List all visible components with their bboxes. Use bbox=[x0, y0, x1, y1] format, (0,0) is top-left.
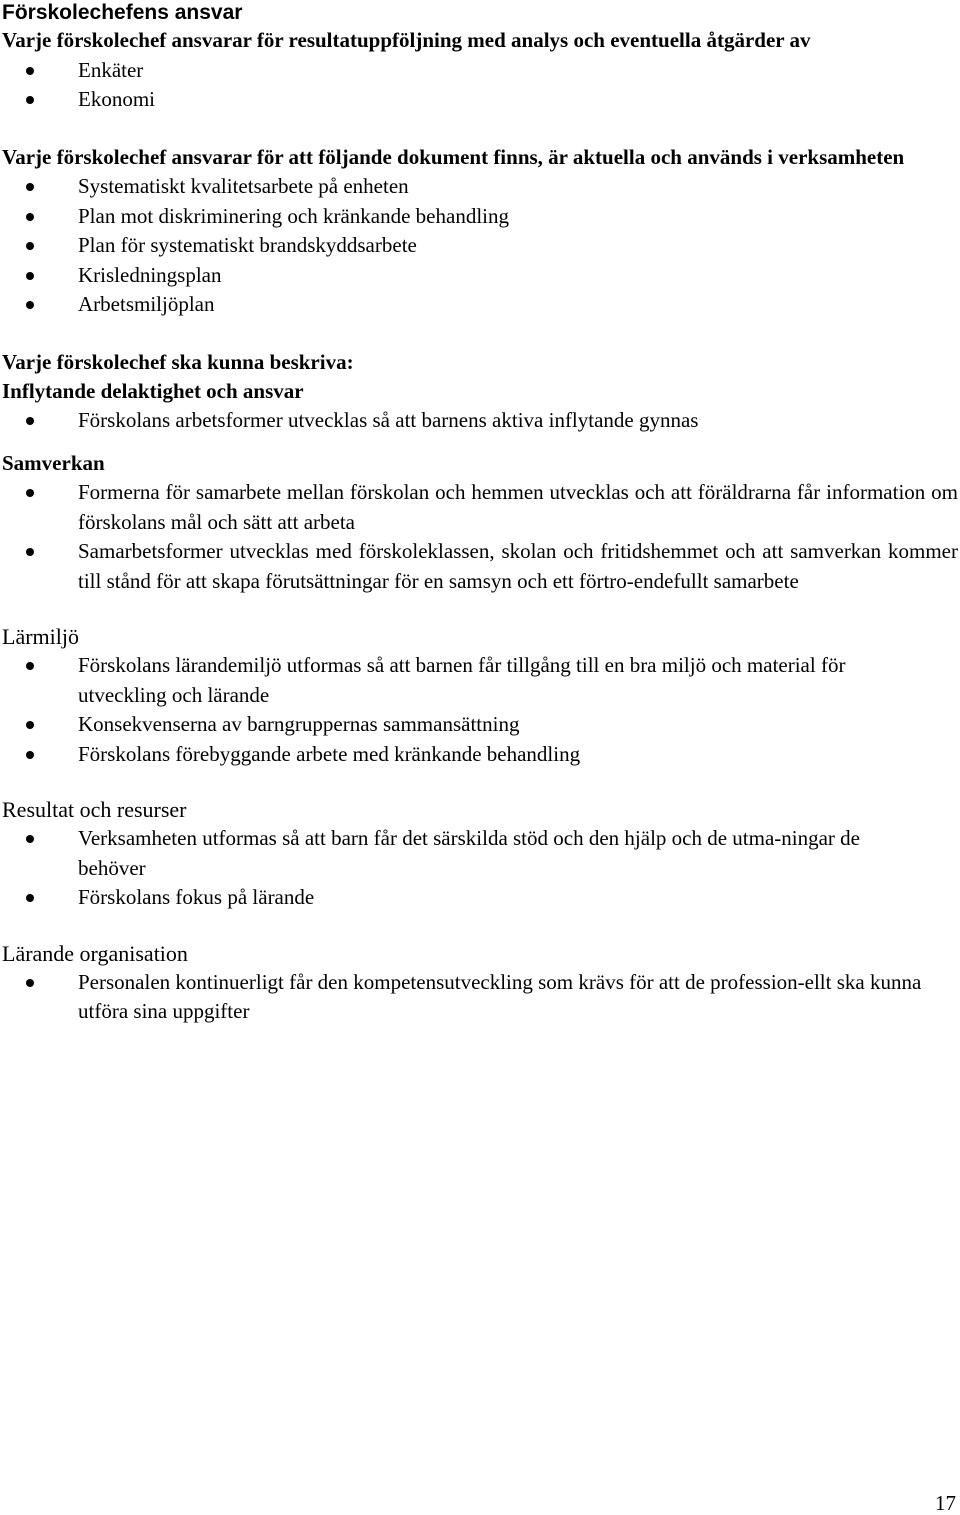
bullet-icon bbox=[26, 272, 34, 280]
bullet-icon bbox=[26, 489, 34, 497]
subsection-samverkan-list bbox=[2, 478, 958, 596]
list-item: Formerna för samarbete mellan förskolan och hemmen utvecklas och att föräldrarna får information om förskolans mål och sätt att arbeta bbox=[2, 478, 958, 537]
spacer bbox=[2, 320, 958, 348]
list-item: Förskolans arbetsformer utvecklas så att barnens aktiva inflytande gynnas bbox=[2, 406, 958, 436]
spacer bbox=[2, 913, 958, 939]
list-item: Ekonomi bbox=[2, 85, 958, 115]
subsection-inflytande-heading: Inflytande delaktighet och ansvar bbox=[2, 378, 304, 403]
list-item: Arbetsmiljöplan bbox=[2, 290, 958, 320]
list-item: Samarbetsformer utvecklas med förskoleklassen, skolan och fritidshemmet och att samverkan kommer till stånd för att skapa förutsättningar för en samsyn och ett förtro-endefullt samarbete bbox=[2, 537, 958, 596]
bullet-icon bbox=[26, 96, 34, 104]
list-item: Personalen kontinuerligt får den kompetensutveckling som krävs för att de profession-ellt ska kunna utföra sina uppgifter bbox=[2, 968, 958, 1027]
bullet-icon bbox=[26, 183, 34, 191]
spacer bbox=[2, 769, 958, 795]
bullet-icon bbox=[26, 979, 34, 987]
section-resultat-list bbox=[2, 824, 958, 913]
section-resultatuppfoljning-list bbox=[2, 56, 958, 115]
section-dokument-list bbox=[2, 172, 958, 320]
bullet-icon bbox=[26, 67, 34, 75]
page-number: 17 bbox=[935, 1491, 956, 1515]
bullet-icon bbox=[26, 242, 34, 250]
list-item: Förskolans lärandemiljö utformas så att barnen får tillgång till en bra miljö och material för utveckling och lärande bbox=[2, 651, 958, 710]
bullet-icon bbox=[26, 835, 34, 843]
bullet-icon bbox=[26, 721, 34, 729]
bullet-icon bbox=[26, 894, 34, 902]
bullet-icon bbox=[26, 751, 34, 759]
list-item: Förskolans fokus på lärande bbox=[2, 883, 958, 913]
list-item: Konsekvenserna av barngruppernas sammansättning bbox=[2, 710, 958, 740]
section-beskriva-heading: Varje förskolechef ska kunna beskriva: bbox=[2, 349, 354, 374]
document-page bbox=[2, 0, 958, 1027]
bullet-icon bbox=[26, 417, 34, 425]
section-resultat-heading: Resultat och resurser bbox=[2, 797, 187, 822]
page-title: Förskolechefens ansvar bbox=[2, 1, 243, 24]
spacer bbox=[2, 115, 958, 143]
bullet-icon bbox=[26, 213, 34, 221]
section-larande-organisation-heading: Lärande organisation bbox=[2, 940, 188, 966]
bullet-icon bbox=[26, 301, 34, 309]
spacer bbox=[2, 596, 958, 622]
subsection-inflytande-list bbox=[2, 406, 958, 436]
bullet-icon bbox=[26, 548, 34, 556]
list-item: Krisledningsplan bbox=[2, 261, 958, 291]
subsection-samverkan-heading: Samverkan bbox=[2, 451, 105, 475]
list-item: Plan för systematiskt brandskyddsarbete bbox=[2, 231, 958, 261]
list-item: Systematiskt kvalitetsarbete på enheten bbox=[2, 172, 958, 202]
section-larmiljo-list bbox=[2, 651, 958, 769]
section-dokument-heading: Varje förskolechef ansvarar för att följande dokument finns, är aktuella och används i verksamheten bbox=[2, 144, 905, 169]
section-resultatuppfoljning-heading: Varje förskolechef ansvarar för resultatuppföljning med analys och eventuella åtgärder av bbox=[2, 28, 811, 52]
bullet-icon bbox=[26, 662, 34, 670]
list-item: Förskolans förebyggande arbete med kränkande behandling bbox=[2, 740, 958, 770]
spacer bbox=[2, 435, 958, 449]
list-item: Verksamheten utformas så att barn får det särskilda stöd och den hjälp och de utma-ningar de behöver bbox=[2, 824, 958, 883]
list-item: Enkäter bbox=[2, 56, 958, 86]
section-larande-organisation-list bbox=[2, 968, 958, 1027]
section-larmiljo-heading: Lärmiljö bbox=[2, 624, 79, 649]
list-item: Plan mot diskriminering och kränkande behandling bbox=[2, 202, 958, 232]
